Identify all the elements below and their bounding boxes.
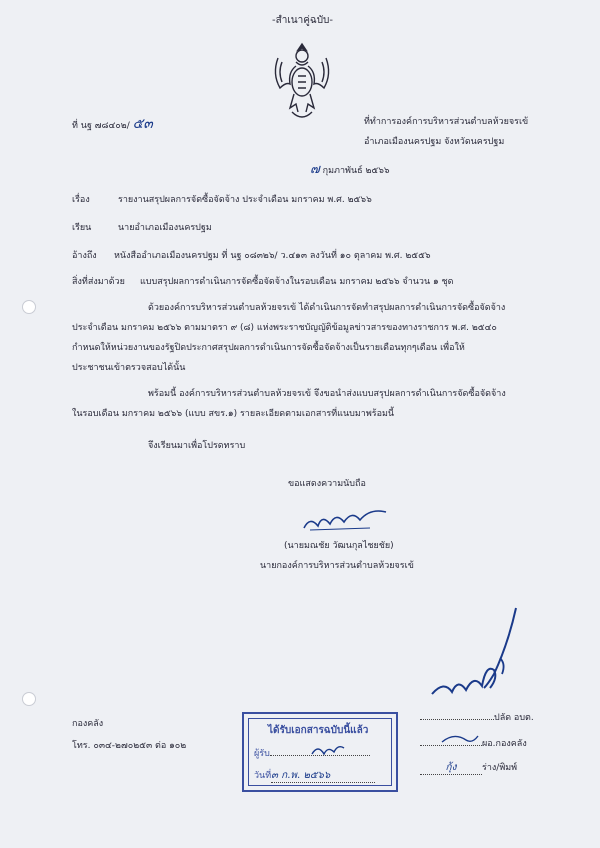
- attach-label: สิ่งที่ส่งมาด้วย: [72, 277, 125, 287]
- stamp-receiver-label: ผู้รับ: [254, 749, 270, 759]
- stamp-date-handwritten: ๓ ก.พ. ๒๕๖๖: [271, 770, 375, 783]
- subject-text: รายงานสรุปผลการจัดซื้อจัดจ้าง ประจำเดือน มกราคม พ.ศ. ๒๕๖๖: [118, 195, 372, 205]
- body-p2-line1: พร้อมนี้ องค์การบริหารส่วนตำบลห้วยจรเข้ จึงขอนำส่งแบบสรุปผลการดำเนินการจัดซื้อจัดจ้าง: [148, 389, 506, 399]
- doc-number: [72, 118, 153, 132]
- stamp-receiver-signature-icon: [308, 740, 348, 760]
- body-p1-line3: กำหนดให้หน่วยงานของรัฐปิดประกาศสรุปผลการดำเนินการจัดซื้อจัดจ้างเป็นรายเดือนทุกๆเดือน เพื่อให้: [72, 343, 465, 353]
- approval-hand-3: กุ้ง: [420, 762, 482, 775]
- doc-number-label: ที่ นฐ ๗๘๔๐๒/: [72, 121, 130, 131]
- to-text: นายอำเภอเมืองนครปฐม: [118, 223, 212, 233]
- to-label: เรียน: [72, 223, 92, 233]
- body-p1-line1: ด้วยองค์การบริหารส่วนตำบลห้วยจรเข้ ได้ดำเนินการจัดทำสรุปผลการดำเนินการจัดซื้อจัดจ้าง: [148, 303, 506, 313]
- footer-division: กองคลัง: [72, 719, 104, 729]
- body-p2-line2: ในรอบเดือน มกราคม ๒๕๖๖ (แบบ สขร.๑) รายละเอียดตามเอกสารที่แนบมาพร้อมนี้: [72, 409, 395, 419]
- footer-phone: โทร. ๐๓๔-๒๗๐๒๕๓ ต่อ ๑๐๒: [72, 741, 187, 751]
- body-p1-line2: ประจำเดือน มกราคม ๒๕๖๖ ตามมาตรา ๙ (๘) แห่งพระราชบัญญัติข้อมูลข่าวสารของทางราชการ พ.ศ. ๒๕๔๐: [72, 323, 497, 333]
- date-day-handwritten: ๗: [310, 162, 320, 177]
- ref-text: หนังสืออำเภอเมืองนครปฐม ที่ นฐ ๐๘๓๒๖/ ว.๔๑๓ ลงวันที่ ๑๐ ตุลาคม พ.ศ. ๒๕๕๖: [114, 251, 431, 261]
- document-date: [310, 164, 390, 177]
- stamp-date-label: วันที่: [254, 771, 272, 781]
- approval-signature-icon: [424, 604, 544, 714]
- signer-name: (นายมณชัย วัฒนกุลไชยชัย): [284, 541, 394, 551]
- approval-label-2: ผอ.กองคลัง: [482, 739, 527, 749]
- signature-scribble-icon: [300, 506, 390, 536]
- doc-number-handwritten: ๕๓: [132, 116, 153, 132]
- closing-request: จึงเรียนมาเพื่อโปรดทราบ: [148, 441, 246, 451]
- approval-line-1: [420, 719, 494, 720]
- attach-text: แบบสรุปผลการดำเนินการจัดซื้อจัดจ้างในรอบเดือน มกราคม ๒๕๖๖ จำนวน ๑ ชุด: [140, 277, 454, 287]
- punch-hole-bottom: [22, 692, 36, 706]
- approval-row-3: [420, 762, 517, 775]
- office-line-2: อำเภอเมืองนครปฐม จังหวัดนครปฐม: [364, 137, 505, 147]
- body-p1-line4: ประชาชนเข้าตรวจสอบได้นั้น: [72, 363, 186, 373]
- approval-initial-2-icon: [440, 730, 480, 746]
- subject-label: เรื่อง: [72, 195, 90, 205]
- approval-row-1: [420, 712, 534, 724]
- approval-label-3: ร่าง/พิมพ์: [482, 763, 518, 773]
- stamp-title: ได้รับเอกสารฉบับนี้แล้ว: [268, 725, 369, 736]
- ref-label: อ้างถึง: [72, 251, 97, 261]
- regards: ขอแสดงความนับถือ: [288, 479, 366, 489]
- signer-position: นายกองค์การบริหารส่วนตำบลห้วยจรเข้: [260, 561, 414, 571]
- date-month-year: กุมภาพันธ์ ๒๕๖๖: [322, 166, 390, 176]
- punch-hole-top: [22, 300, 36, 314]
- copy-label: -สำเนาคู่ฉบับ-: [272, 15, 334, 26]
- office-line-1: ที่ทำการองค์การบริหารส่วนตำบลห้วยจรเข้: [364, 117, 529, 127]
- approval-label-1: ปลัด อบต.: [494, 713, 534, 723]
- stamp-date: [254, 770, 375, 783]
- garuda-emblem-icon: [268, 38, 336, 124]
- received-stamp: [242, 712, 398, 792]
